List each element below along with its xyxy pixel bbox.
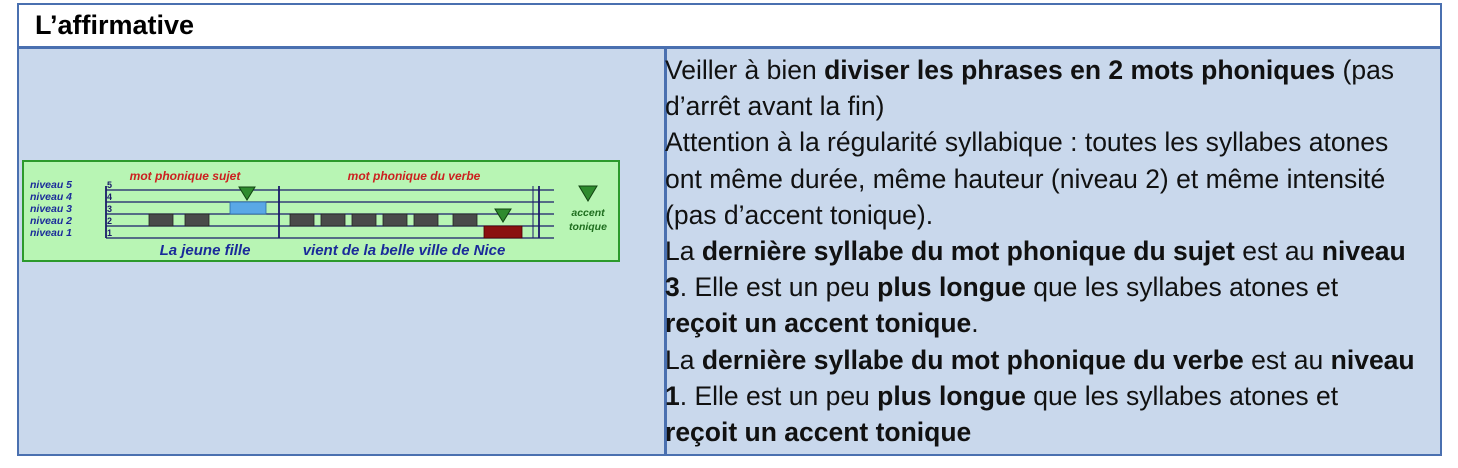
emphasis: dernière syllabe du mot phonique du verbe — [701, 344, 1244, 375]
syllable-atone — [185, 214, 209, 226]
text: est au — [1234, 236, 1322, 267]
syllable-atone — [414, 214, 438, 226]
syllable-atone — [453, 214, 477, 226]
emphasis: plus longue — [877, 380, 1026, 411]
intonation-diagram — [22, 160, 620, 262]
level-number-4: 4 — [107, 192, 113, 202]
text: . Elle est un peu — [679, 380, 878, 411]
accent-legend-label: tonique — [569, 221, 607, 233]
syllable-atone — [321, 214, 345, 226]
emphasis: niveau 3 — [665, 236, 1406, 303]
phrase-verb: vient de la belle ville de Nice — [302, 242, 506, 259]
emphasis: dernière syllabe du mot phonique du sujet — [701, 236, 1235, 267]
paragraph-subject-accent — [665, 233, 1415, 342]
emphasis: diviser les phrases en 2 mots phoniques — [824, 55, 1336, 85]
text: La — [665, 236, 702, 267]
level-label-4: niveau 4 — [30, 191, 73, 203]
emphasis: reçoit un accent tonique — [665, 417, 972, 448]
emphasis: niveau 1 — [665, 344, 1415, 411]
text: que les syllabes atones et — [1025, 272, 1339, 303]
syllable-atone — [352, 214, 376, 226]
label-subject-word: mot phonique sujet — [129, 169, 241, 183]
emphasis: plus longue — [877, 272, 1026, 303]
text: (pas d’arrêt avant la fin) — [665, 55, 1395, 122]
level-label-3: niveau 3 — [30, 203, 73, 215]
level-label-2: niveau 2 — [30, 215, 73, 227]
label-verb-word: mot phonique du verbe — [347, 169, 481, 183]
text: est au — [1243, 344, 1331, 375]
paragraph-division — [665, 52, 1415, 124]
level-number-1: 1 — [107, 228, 113, 238]
text: que les syllabes atones et — [1025, 380, 1339, 411]
syllable-atone — [383, 214, 407, 226]
text: Attention à la régularité syllabique : toutes les syllabes atones ont même durée, même hauteur (niveau 2) et même intensité (pas d’accent tonique). — [665, 127, 1389, 230]
text: . — [971, 308, 979, 339]
accent-legend-label: accent — [571, 207, 605, 219]
level-number-2: 2 — [107, 216, 113, 226]
paragraph-verb-accent — [665, 342, 1415, 451]
emphasis: reçoit un accent tonique — [665, 308, 972, 339]
paragraph-regularity — [665, 124, 1415, 233]
syllable-verb-accent — [484, 226, 522, 238]
section-title: L’affirmative — [35, 10, 195, 40]
table-header — [19, 5, 1440, 49]
syllable-atone — [149, 214, 173, 226]
text: Veiller à bien — [665, 55, 825, 85]
syllable-subject-accent — [230, 202, 266, 214]
syllable-atone — [290, 214, 314, 226]
phrase-subject: La jeune fille — [159, 242, 251, 259]
level-label-1: niveau 1 — [30, 227, 73, 239]
level-number-3: 3 — [107, 204, 113, 214]
level-number-5: 5 — [107, 180, 113, 190]
level-label-5: niveau 5 — [30, 179, 73, 191]
text: . Elle est un peu — [679, 272, 878, 303]
text: La — [665, 344, 702, 375]
explanation-text — [665, 52, 1415, 450]
